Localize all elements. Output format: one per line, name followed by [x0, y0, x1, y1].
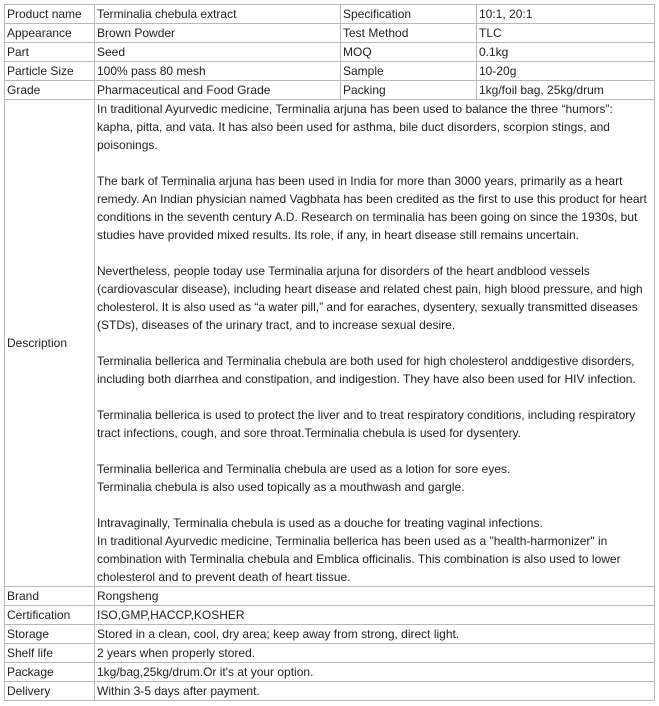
shelf-life-label: Shelf life [5, 644, 95, 663]
description-paragraph: Terminalia bellerica and Terminalia chebula are used as a lotion for sore eyes. Terminalia chebula is also used topically as a mouthwash and gargle. [97, 462, 511, 494]
package-label: Package [5, 663, 95, 682]
particle-size-value: 100% pass 80 mesh [95, 62, 341, 81]
product-spec-table [4, 4, 655, 701]
storage-value: Stored in a clean, cool, dry area; keep away from strong, direct light. [95, 625, 655, 644]
description-paragraph: Intravaginally, Terminalia chebula is used as a douche for treating vaginal infections. In traditional Ayurvedic medicine, Terminalia bellerica has been used as a "health-harmonizer" in combination with Terminalia chebula and Emblica officinalis. This combination is also used to lower cholesterol and to prevent death of heart tissue. [97, 516, 621, 584]
sample-value: 10-20g [477, 62, 655, 81]
delivery-value: Within 3-5 days after payment. [95, 682, 655, 701]
table-row [5, 625, 655, 644]
moq-label: MOQ [341, 43, 477, 62]
delivery-label: Delivery [5, 682, 95, 701]
shelf-life-value: 2 years when properly stored. [95, 644, 655, 663]
packing-label: Packing [341, 81, 477, 100]
table-row [5, 682, 655, 701]
storage-label: Storage [5, 625, 95, 644]
certification-label: Certification [5, 606, 95, 625]
description-paragraph: Terminalia bellerica and Terminalia chebula are both used for high cholesterol anddigestive disorders, including both diarrhea and constipation, and indigestion. They have also been used for HIV infection. [97, 354, 636, 386]
part-value: Seed [95, 43, 341, 62]
table-row [5, 81, 655, 100]
description-text [95, 100, 655, 587]
description-label: Description [5, 100, 95, 587]
product-name-value: Terminalia chebula extract [95, 5, 341, 24]
product-name-label: Product name [5, 5, 95, 24]
table-row [5, 587, 655, 606]
specification-label: Specification [341, 5, 477, 24]
appearance-label: Appearance [5, 24, 95, 43]
table-row [5, 5, 655, 24]
sample-label: Sample [341, 62, 477, 81]
grade-value: Pharmaceutical and Food Grade [95, 81, 341, 100]
description-paragraph: The bark of Terminalia arjuna has been used in India for more than 3000 years, primarily as a heart remedy. An Indian physician named Vagbhata has been credited as the first to use this product for heart conditions in the seventh century A.D. Research on terminalia has been going on since the 1930s, but studies have provided mixed results. Its role, if any, in heart disease still remains uncertain. [97, 174, 647, 242]
description-row [5, 100, 655, 587]
package-value: 1kg/bag,25kg/drum.Or it's at your option. [95, 663, 655, 682]
moq-value: 0.1kg [477, 43, 655, 62]
brand-value: Rongsheng [95, 587, 655, 606]
table-row [5, 606, 655, 625]
description-paragraph: Nevertheless, people today use Terminalia arjuna for disorders of the heart andblood vessels (cardiovascular disease), including heart disease and related chest pain, high blood pressure, and high cholesterol. It is also used as “a water pill,” and for earaches, dysentery, sexually transmitted diseases (STDs), diseases of the urinary tract, and to increase sexual desire. [97, 264, 643, 332]
certification-value: ISO,GMP,HACCP,KOSHER [95, 606, 655, 625]
packing-value: 1kg/foil bag, 25kg/drum [477, 81, 655, 100]
specification-value: 10:1, 20:1 [477, 5, 655, 24]
table-row [5, 24, 655, 43]
table-row [5, 644, 655, 663]
test-method-label: Test Method [341, 24, 477, 43]
test-method-value: TLC [477, 24, 655, 43]
description-paragraph: In traditional Ayurvedic medicine, Terminalia arjuna has been used to balance the three “humors”: kapha, pitta, and vata. It has also been used for asthma, bile duct disorders, scorpion stings, and poisonings. [97, 102, 613, 152]
table-row [5, 62, 655, 81]
table-row [5, 43, 655, 62]
description-paragraph: Terminalia bellerica is used to protect the liver and to treat respiratory conditions, including respiratory tract infections, cough, and sore throat.Terminalia chebula is used for dysentery. [97, 408, 636, 440]
brand-label: Brand [5, 587, 95, 606]
appearance-value: Brown Powder [95, 24, 341, 43]
table-row [5, 663, 655, 682]
grade-label: Grade [5, 81, 95, 100]
part-label: Part [5, 43, 95, 62]
particle-size-label: Particle Size [5, 62, 95, 81]
